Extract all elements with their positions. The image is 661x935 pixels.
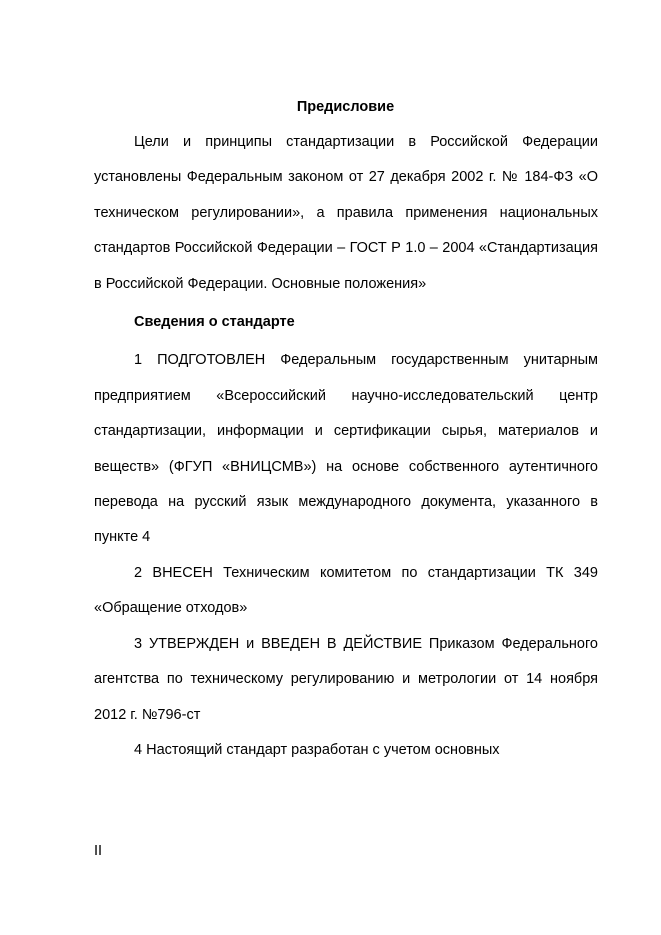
section-heading: Предисловие: [296, 99, 395, 115]
list-item: 2 ВНЕСЕН Техническим комитетом по стандартизации ТК 349 «Обращение отходов»: [94, 564, 598, 617]
document-body: [94, 125, 598, 768]
list-item: 1 ПОДГОТОВЛЕН Федеральным государственным унитарным предприятием «Всероссийский научно-исследовательский центр стандартизации, информации и сертификации сырья, материалов и веществ» (ФГУП «ВНИЦСМВ») на основе собственного аутентичного перевода на русский язык международного документа, указанного в пункте 4: [94, 352, 598, 546]
intro-paragraph: Цели и принципы стандартизации в Российской Федерации установлены Федеральным законом от 27 декабря 2002 г. № 184-ФЗ «О техническом регулировании», а правила применения национальных стандартов Российской Федерации – ГОСТ Р 1.0 – 2004 «Стандартизация в Российской Федерации. Основные положения»: [94, 134, 598, 292]
list-item: 3 УТВЕРЖДЕН и ВВЕДЕН В ДЕЙСТВИЕ Приказом Федерального агентства по техническому регулированию и метрологии от 14 ноября 2012 г. №796-ст: [94, 635, 598, 723]
list-item: 4 Настоящий стандарт разработан с учетом основных: [134, 741, 500, 758]
subheading: Сведения о стандарте: [134, 314, 295, 331]
page-number: II: [94, 843, 103, 859]
